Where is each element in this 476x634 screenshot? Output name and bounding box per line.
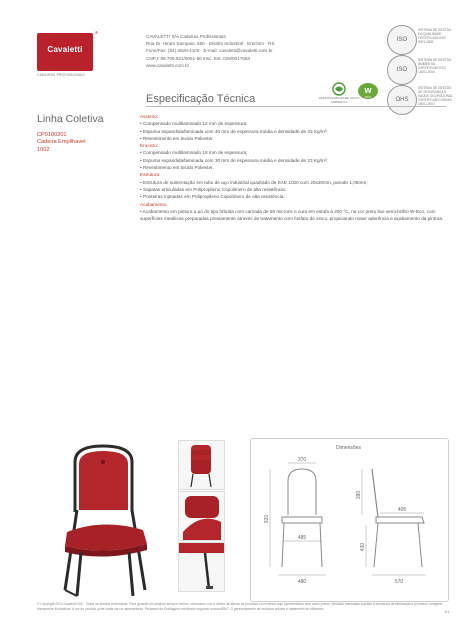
responsibility-label: RESPONSABILIDADE SOCIO AMBIENTAL bbox=[318, 96, 360, 104]
title-divider bbox=[146, 106, 446, 107]
iso-seal-icon: ISO bbox=[387, 25, 417, 55]
logo-text: Cavaletti bbox=[47, 45, 83, 54]
product-name: Cadeira Empilhavel bbox=[37, 139, 86, 146]
spec-item: • Revestimento em tecido Poliester. bbox=[140, 165, 214, 171]
spec-item: • Revestimento em tecido Poliester. bbox=[140, 135, 214, 141]
spec-item: • Sapatas articuladas em Polipropileno Copolimero de alta resistência; bbox=[140, 186, 286, 192]
svg-text:570: 570 bbox=[394, 579, 404, 585]
responsibility-badge-icon bbox=[327, 82, 351, 96]
svg-text:eco: eco bbox=[365, 95, 371, 99]
spec-item: • Ponteiras injetadas em Polipropileno Copolimero de alta resistência; bbox=[140, 194, 285, 200]
spec-item: • Estrutura de sustentação em tubo de aço industrial quadrado de SAE 1020 com 20x20mm, parede 1,06mm; bbox=[140, 179, 368, 185]
page-title: Especificação Técnica bbox=[146, 93, 256, 105]
spec-item: • Espuma expandida/laminada com 30 mm de espessura média e densidade de 23 Kg/m³; bbox=[140, 157, 328, 163]
leg-detail-thumbnail bbox=[178, 542, 225, 592]
brand-logo bbox=[37, 30, 98, 71]
address-line: Fone/Fax: (54) 3520-4100 · E-mail: cavaletti@cavaletti.com.br bbox=[146, 48, 273, 54]
section-title: Assento: bbox=[140, 114, 159, 119]
svg-text:370: 370 bbox=[297, 457, 307, 463]
spec-item: • Acabamento em pintura a pó do tipo híbrida com camada de 60 microns e cura em estufa à 200 °C, na cor preto liso semi-brilho W-Eco, com superfícies metálicas preparadas previamente através de tratamento com fosfato de zinco, propiciando maior aderência e acabamento da pintura. bbox=[140, 208, 444, 222]
stacked-chairs-thumbnail bbox=[178, 440, 225, 490]
product-model: 1002 bbox=[37, 146, 50, 153]
address-line: Rua Dr. Hiram Sampaio, 550 · Distrito Industrial · Erechim · RS bbox=[146, 41, 275, 47]
svg-text:w: w bbox=[364, 85, 372, 95]
dimensions-drawing bbox=[262, 455, 442, 595]
product-line: Linha Coletiva bbox=[37, 113, 104, 125]
chair-photo bbox=[37, 440, 172, 600]
svg-text:405: 405 bbox=[397, 507, 407, 513]
dimensions-title: Dimensões bbox=[335, 445, 361, 451]
section-title: Encosto: bbox=[140, 143, 159, 149]
registered-mark: ® bbox=[95, 30, 98, 35]
iso-seal-icon: ISO bbox=[387, 55, 417, 85]
svg-text:390: 390 bbox=[356, 490, 362, 500]
spec-item: • Compensado multilaminado 12 mm de espessura; bbox=[140, 121, 248, 127]
cert-text: SISTEMA DE GESTÃO DE SEGURANÇA E SAÚDE OCUPACIONAL CERTIFICADO OHSAS 18001:2007 bbox=[418, 86, 453, 106]
svg-text:485: 485 bbox=[297, 535, 307, 541]
section-title: Estrutura: bbox=[140, 172, 161, 178]
svg-text:430: 430 bbox=[360, 542, 366, 552]
footer-disclaimer: © Copyright 2013 Cavaletti S/A · Todos os direitos reservados. Para garantir um produto sempre melhor, reservamo-nos o direito de alterar os produtos ou modelos aqui apresentados sem aviso prévio. Medidas estimadas sujeitas à tolerância de fabricação e processo. Imagens Meramente Ilustrativas. A cor do produto pode variar da cor apresentada. Processo de Estofagem certificado segundo norma ABNT. O gerenciamento de resíduos sólidos e tratamento de efluentes. bbox=[37, 602, 443, 611]
ohsas-seal-icon: OHS bbox=[387, 85, 417, 115]
page-number: 1/1 bbox=[444, 609, 450, 614]
cert-text: SISTEMA DE GESTÃO DA QUALIDADE CERTIFICADO ISO 9001:2008 bbox=[418, 28, 452, 44]
address-line: CAVALETTI S/A Cadeiras Profissionais bbox=[146, 34, 226, 39]
svg-text:920: 920 bbox=[264, 514, 270, 524]
address-line: CNPJ: 88.709.621/0001-80 Insc. Est. 039/0017863 bbox=[146, 55, 250, 61]
eco-badge-icon bbox=[357, 82, 379, 100]
svg-text:480: 480 bbox=[297, 579, 307, 585]
spec-item: • Compensado multilaminado 18 mm de espessura; bbox=[140, 150, 248, 156]
product-code: CP0100201 bbox=[37, 132, 67, 138]
seat-detail-thumbnail bbox=[178, 491, 225, 541]
technical-spec bbox=[140, 113, 450, 222]
address-line: www.cavaletti.com.br bbox=[146, 62, 190, 68]
spec-item: • Espuma expandida/laminada com 40 mm de espessura média e densidade de 33 Kg/m³; bbox=[140, 128, 328, 134]
cert-text: SISTEMA DE GESTÃO AMBIENTAL CERTIFICADO ISO 14001:2004 bbox=[418, 58, 452, 74]
product-codes bbox=[37, 132, 86, 154]
brand-tagline: CADEIRAS PROFISSIONAIS bbox=[37, 73, 85, 77]
company-address bbox=[146, 33, 326, 69]
section-title: Acabamento: bbox=[140, 201, 168, 207]
